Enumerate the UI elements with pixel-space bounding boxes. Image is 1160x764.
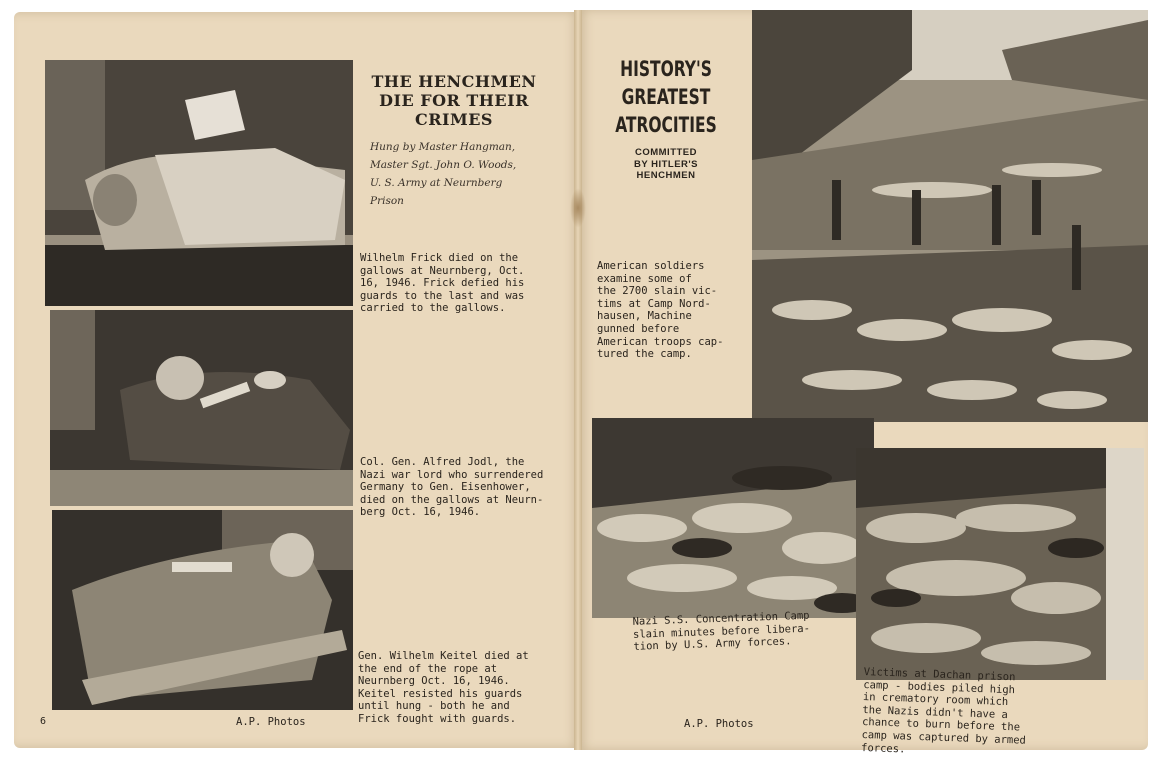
caption-ss-camp: Nazi S.S. Concentration Camp slain minutes before libera- tion by U.S. Army forces.: [632, 609, 811, 654]
photo-jodl: [50, 310, 353, 506]
caption-nordhausen: American soldiers examine some of the 2700 slain vic- tims at Camp Nord- hausen, Machine gunned before American troops cap- tured the camp.: [597, 260, 724, 361]
photo-frick: [45, 60, 353, 306]
photo-ss-camp: [592, 418, 874, 618]
right-page-title: HISTORY'S GREATEST ATROCITIES: [615, 57, 717, 137]
photo-keitel: [52, 510, 353, 710]
caption-frick: Wilhelm Frick died on the gallows at Neurnberg, Oct. 16, 1946. Frick defied his guards to the last and was carried to the gallows.: [360, 252, 525, 315]
caption-keitel: Gen. Wilhelm Keitel died at the end of the rope at Neurnberg Oct. 16, 1946. Keitel resisted his guards until hung - both he and Frick fought with guards.: [358, 650, 529, 725]
caption-dachau: Victims at Dachan prison camp - bodies piled high in crematory room which the Nazis didn't have a chance to burn before the camp was captured by armed forces.: [860, 666, 1027, 756]
right-photo-credit: A.P. Photos: [684, 718, 754, 730]
water-stain: [570, 188, 586, 228]
photo-dachau: [856, 448, 1144, 680]
right-page-subtitle: COMMITTED BY HITLER'S HENCHMEN: [633, 147, 699, 181]
photo-nordhausen: [752, 10, 1148, 422]
left-page-title: THE HENCHMEN DIE FOR THEIR CRIMES: [371, 72, 537, 129]
caption-jodl: Col. Gen. Alfred Jodl, the Nazi war lord who surrendered Germany to Gen. Eisenhower, died on the gallows at Neurn- berg Oct. 16, 1946.: [360, 456, 544, 519]
left-page-subtitle: Hung by Master Hangman, Master Sgt. John O. Woods, U. S. Army at Neurnberg Prison: [370, 141, 517, 207]
page-number: 6: [40, 716, 47, 727]
spine-gutter: [574, 10, 582, 750]
left-photo-credit: A.P. Photos: [236, 716, 306, 728]
